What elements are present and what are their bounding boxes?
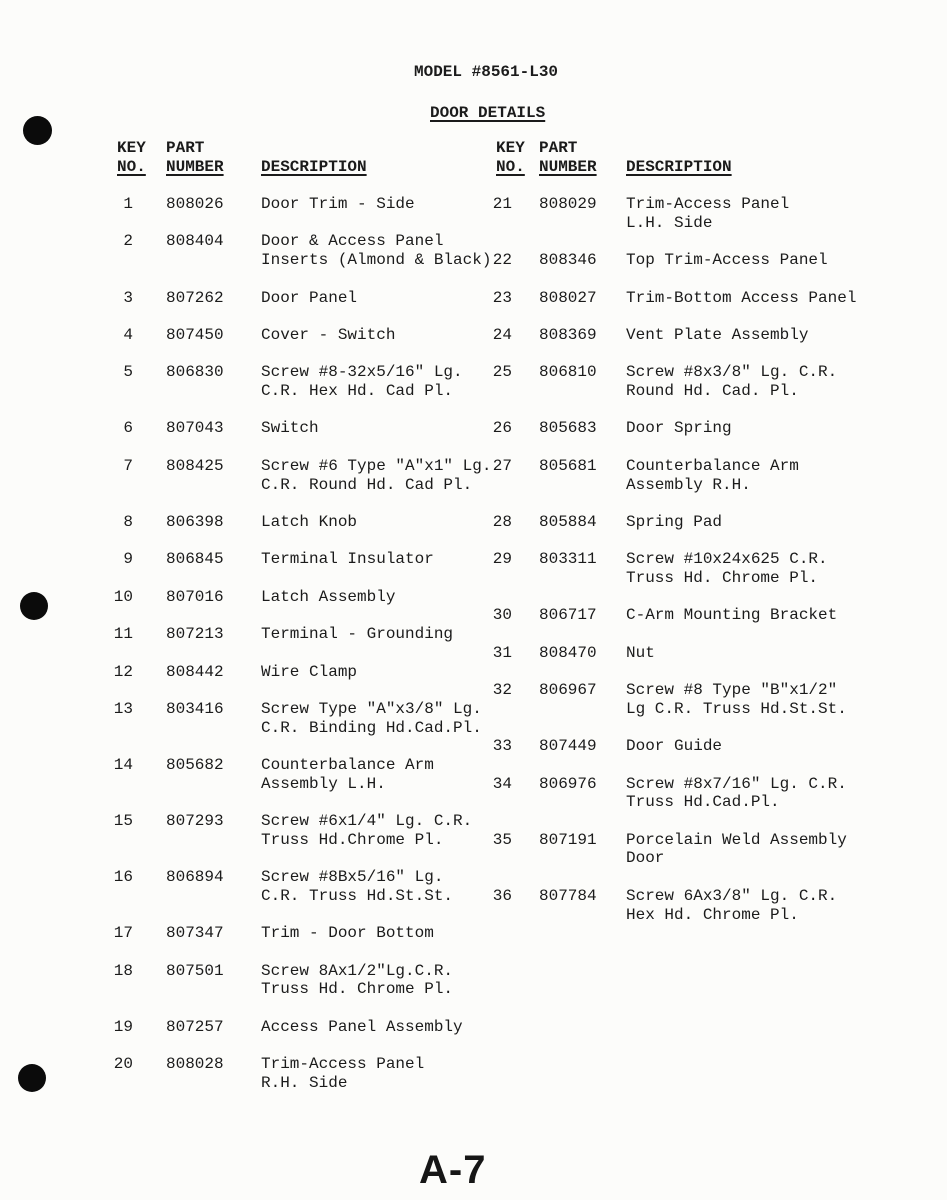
parts-row [476,887,941,924]
part-number-cell: 807501 [166,961,224,980]
key-number-cell: 22 [492,251,512,270]
parts-row [476,326,941,345]
part-number-cell: 806967 [539,681,597,700]
parts-row [97,756,489,793]
parts-row [97,700,489,737]
key-number-cell: 7 [123,456,133,475]
parts-row [476,681,941,718]
key-number-cell: 36 [492,886,512,905]
key-number-cell: 32 [492,681,512,700]
description-cell: Trim-Access Panel R.H. Side [261,1055,425,1092]
key-number-cell: 18 [113,961,133,980]
key-number-cell: 10 [113,587,133,606]
part-number-cell: 806894 [166,868,224,887]
parts-row [97,289,489,308]
description-cell: Latch Assembly [261,587,396,606]
key-number-cell: 13 [113,699,133,718]
key-number-cell: 33 [492,737,512,756]
parts-row [476,251,941,270]
parts-rows-left [97,195,492,1092]
punch-hole-icon [23,116,52,145]
parts-row [97,924,489,943]
part-number-cell: 806810 [539,363,597,382]
parts-table-left-column [97,139,492,1111]
description-cell: Trim-Bottom Access Panel [626,288,857,307]
key-number-cell: 29 [492,550,512,569]
part-number-header: PART NUMBER [166,139,224,176]
parts-row [97,326,489,345]
description-cell: Access Panel Assembly [261,1017,463,1036]
parts-row [476,419,941,438]
key-number-cell: 15 [113,812,133,831]
description-cell: Screw #8Bx5/16" Lg. C.R. Truss Hd.St.St. [261,868,454,905]
part-number-cell: 807347 [166,924,224,943]
key-number-cell: 5 [123,363,133,382]
parts-row [97,232,492,270]
part-number-cell: 806717 [539,606,597,625]
part-number-cell: 808442 [166,662,224,681]
description-cell: Cover - Switch [261,325,396,344]
description-cell: C-Arm Mounting Bracket [626,606,838,625]
table-header-left [97,139,489,176]
key-number-cell: 2 [123,232,133,251]
part-number-cell: 807191 [539,830,597,849]
part-number-cell: 807784 [539,886,597,905]
page-number: A-7 [419,1148,487,1192]
description-cell: Porcelain Weld Assembly Door [626,830,847,868]
punch-hole-icon [20,592,48,620]
description-cell: Wire Clamp [261,662,358,681]
key-number-cell: 30 [492,606,512,625]
key-number-cell: 1 [123,195,133,214]
part-number-cell: 808404 [166,232,224,251]
description-cell: Screw 6Ax3/8" Lg. C.R. Hex Hd. Chrome Pl. [626,886,838,924]
parts-row [476,644,941,663]
key-number-cell: 25 [492,363,512,382]
key-number-cell: 3 [123,288,133,307]
part-number-cell: 807450 [166,325,224,344]
parts-row [97,419,489,438]
parts-row [97,456,492,494]
table-header-right [476,139,941,176]
part-number-cell: 808346 [539,251,597,270]
parts-row [97,550,489,569]
part-number-cell: 805884 [539,512,597,531]
parts-row [476,775,941,812]
part-number-cell: 808369 [539,325,597,344]
key-number-cell: 12 [113,662,133,681]
key-number-cell: 6 [123,419,133,438]
key-number-cell: 35 [492,830,512,849]
description-cell: Trim-Access Panel L.H. Side [626,195,790,232]
key-number-cell: 17 [113,924,133,943]
part-number-cell: 807257 [166,1017,224,1036]
description-cell: Screw 8Ax1/2"Lg.C.R. Truss Hd. Chrome Pl. [261,961,454,999]
part-number-cell: 805682 [166,755,224,774]
description-cell: Door Trim - Side [261,195,415,214]
key-number-cell: 34 [492,774,512,793]
description-cell: Screw #10x24x625 C.R. Truss Hd. Chrome Pl. [626,550,828,588]
key-number-cell: 16 [113,868,133,887]
description-cell: Screw #8-32x5/16" Lg. C.R. Hex Hd. Cad Pl. [261,363,463,401]
parts-row [476,606,941,625]
description-cell: Screw Type "A"x3/8" Lg. C.R. Binding Hd.Cad.Pl. [261,699,482,737]
part-number-cell: 806845 [166,550,224,569]
description-cell: Terminal - Grounding [261,625,454,644]
part-number-cell: 807262 [166,288,224,307]
description-cell: Door Guide [626,737,723,756]
description-header: DESCRIPTION [626,157,732,176]
description-cell: Screw #6x1/4" Lg. C.R. Truss Hd.Chrome Pl. [261,812,473,849]
parts-row [97,625,489,644]
description-cell: Counterbalance Arm Assembly R.H. [626,456,799,494]
description-cell: Screw #8x3/8" Lg. C.R. Round Hd. Cad. Pl. [626,363,838,401]
key-number-cell: 26 [492,419,512,438]
key-number-cell: 24 [492,325,512,344]
description-cell: Terminal Insulator [261,550,434,569]
description-cell: Screw #6 Type "A"x1" Lg. C.R. Round Hd. Cad Pl. [261,456,492,494]
part-number-cell: 807016 [166,587,224,606]
part-number-cell: 808470 [539,643,597,662]
description-cell: Vent Plate Assembly [626,325,809,344]
part-number-cell: 806398 [166,512,224,531]
parts-row [97,363,489,400]
parts-row [97,513,489,532]
key-number-cell: 28 [492,512,512,531]
part-number-cell: 806976 [539,774,597,793]
parts-row [97,588,489,607]
key-no-header: KEY NO. [117,139,146,176]
parts-row [476,550,941,587]
parts-row [476,737,941,756]
parts-table-right-column [476,139,941,943]
key-number-cell: 8 [123,512,133,531]
key-no-header: KEY NO. [496,139,525,176]
description-cell: Door & Access Panel Inserts (Almond & Black) [261,232,492,270]
parts-row [97,1055,489,1092]
part-number-cell: 805681 [539,456,597,475]
parts-row [476,513,941,532]
part-number-cell: 805683 [539,419,597,438]
part-number-cell: 807293 [166,812,224,831]
parts-row [97,1018,489,1037]
key-number-cell: 19 [113,1017,133,1036]
description-cell: Screw #8x7/16" Lg. C.R. Truss Hd.Cad.Pl. [626,774,847,812]
parts-row [476,195,941,232]
model-title: MODEL #8561-L30 [414,63,559,81]
part-number-cell: 807449 [539,737,597,756]
description-cell: Latch Knob [261,512,358,531]
description-cell: Spring Pad [626,512,723,531]
part-number-cell: 808027 [539,288,597,307]
parts-rows-right [476,195,941,924]
key-number-cell: 11 [113,625,133,644]
part-number-cell: 808028 [166,1055,224,1074]
description-header: DESCRIPTION [261,157,367,176]
description-cell: Trim - Door Bottom [261,924,434,943]
part-number-cell: 808029 [539,195,597,214]
parts-row [476,289,941,308]
parts-row [97,962,489,999]
key-number-cell: 27 [492,456,512,475]
key-number-cell: 31 [492,643,512,662]
description-cell: Counterbalance Arm Assembly L.H. [261,755,434,793]
description-cell: Top Trim-Access Panel [626,251,828,270]
key-number-cell: 21 [492,195,512,214]
parts-row [97,868,489,905]
part-number-header: PART NUMBER [539,139,597,176]
description-cell: Door Spring [626,419,732,438]
description-cell: Door Panel [261,288,358,307]
description-cell: Switch [261,419,319,438]
part-number-cell: 803311 [539,550,597,569]
key-number-cell: 4 [123,325,133,344]
parts-row [97,195,489,214]
key-number-cell: 23 [492,288,512,307]
description-cell: Screw #8 Type "B"x1/2" Lg C.R. Truss Hd.St.St. [626,681,847,718]
part-number-cell: 808026 [166,195,224,214]
description-cell: Nut [626,643,655,662]
part-number-cell: 803416 [166,699,224,718]
parts-row [476,831,941,868]
section-title: DOOR DETAILS [430,104,546,122]
key-number-cell: 9 [123,550,133,569]
key-number-cell: 20 [113,1055,133,1074]
key-number-cell: 14 [113,755,133,774]
parts-row [97,812,489,849]
punch-hole-icon [18,1064,46,1092]
part-number-cell: 806830 [166,363,224,382]
part-number-cell: 807043 [166,419,224,438]
parts-row [97,663,489,682]
part-number-cell: 807213 [166,625,224,644]
parts-row [476,457,941,494]
part-number-cell: 808425 [166,456,224,475]
parts-row [476,363,941,400]
